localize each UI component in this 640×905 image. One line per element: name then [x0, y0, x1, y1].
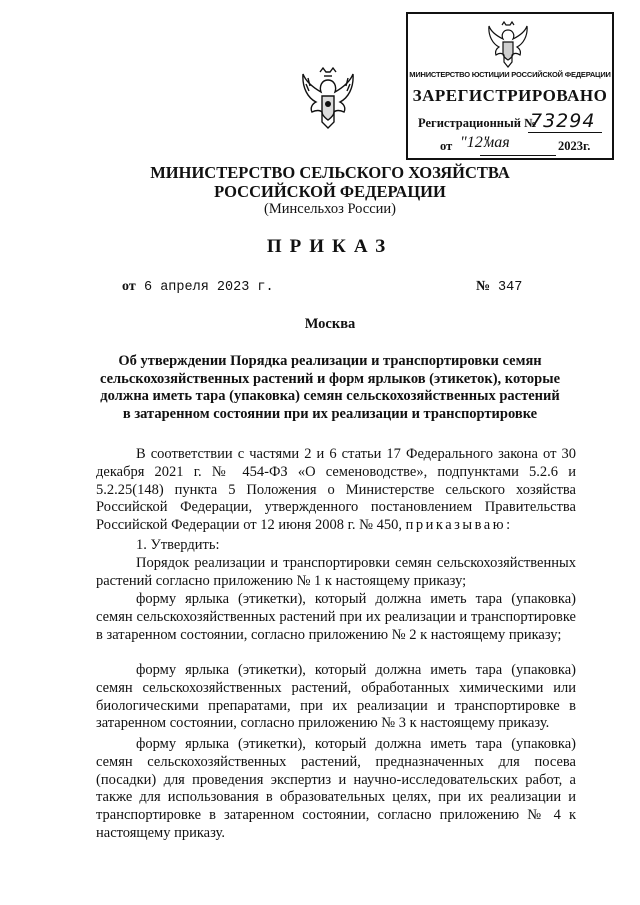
ministry-short-name: (Минсельхоз России) — [264, 201, 396, 217]
order-word: приказываю: — [405, 517, 513, 534]
title-line4: в затаренном состоянии при их реализации и транспортировке — [122, 405, 538, 422]
paragraph-procedure: Порядок реализации и транспортировки семян сельскохозяйственных растений согласно приложению № 1 к настоящему приказу; — [96, 555, 576, 589]
stamp-emblem-icon — [486, 20, 530, 70]
title-line2: сельскохозяйственных растений и форм ярлыков (этикеток), которые — [100, 370, 560, 387]
document-number: 347 — [498, 280, 523, 295]
paragraph-form-2: форму ярлыка (этикетки), который должна иметь тара (упаковка) семян сельскохозяйственных растений при их реализации и транспортировке в затаренном состоянии, согласно приложению № 2 к настоящему приказу; — [96, 591, 576, 643]
document-title — [80, 353, 580, 423]
document-date: 6 апреля 2023 г. — [144, 280, 274, 295]
stamp-date-underline — [480, 155, 556, 156]
stamp-date-year: 2023г. — [558, 139, 591, 153]
ministry-name — [80, 163, 580, 201]
stamp-date-prefix: от — [440, 139, 453, 153]
city: Москва — [304, 316, 356, 332]
paragraph-form-4: форму ярлыка (этикетки), который должна иметь тара (упаковка) семян сельскохозяйственных растений, предназначенных для посева (посадки) для проведения экспертиз и научно-исследовательских работ, а также для использования в образовательных целях, при их реализации и транспортировке в затаренном состоянии, согласно приложению № 4 к настоящему приказу. — [96, 736, 576, 841]
stamp-registered-label: ЗАРЕГИСТРИРОВАНО — [412, 86, 608, 105]
ministry-name-line1: МИНИСТЕРСТВО СЕЛЬСКОГО ХОЗЯЙСТВА — [150, 163, 510, 182]
title-line1: Об утверждении Порядка реализации и транспортировки семян — [118, 353, 542, 369]
title-line3: должна иметь тара (упаковка) семян сельскохозяйственных растений — [100, 388, 560, 404]
preamble-text: В соответствии с частями 2 и 6 статьи 17 Федерального закона от 30 декабря 2021 г. № 454-ФЗ «О семеноводстве», подпунктами 5.2.6 и 5.2.25(148) пункта 5 Положения о Министерстве сельского хозяйства Российской Федерации, утвержденного постановлением Правительства Российской Федерации от 12 июня 2008 г. № 450, — [96, 446, 576, 534]
stamp-ministry-name: МИНИСТЕРСТВО ЮСТИЦИИ РОССИЙСКОЙ ФЕДЕРАЦИИ — [409, 70, 611, 79]
date-label: от — [122, 279, 136, 294]
document-type-heading: ПРИКАЗ — [266, 236, 394, 257]
number-label: № — [476, 279, 491, 294]
stamp-date-month: мая — [484, 134, 510, 151]
coat-of-arms-emblem — [300, 66, 356, 132]
stamp-registration-number: 73294 — [530, 110, 596, 132]
ministry-name-line2: РОССИЙСКОЙ ФЕДЕРАЦИИ — [214, 182, 446, 201]
stamp-registration-number-label: Регистрационный № — [418, 116, 537, 130]
stamp-date-day: "12" — [460, 134, 490, 151]
paragraph-preamble — [96, 446, 576, 535]
stamp-underline — [528, 132, 602, 133]
paragraph-item-1: 1. Утвердить: — [136, 537, 220, 553]
paragraph-form-3: форму ярлыка (этикетки), который должна иметь тара (упаковка) семян сельскохозяйственных растений, обработанных химическими или биологическими препаратами, при их реализации и транспортировке в затаренном состоянии, согласно приложению № 3 к настоящему приказу. — [96, 662, 576, 732]
